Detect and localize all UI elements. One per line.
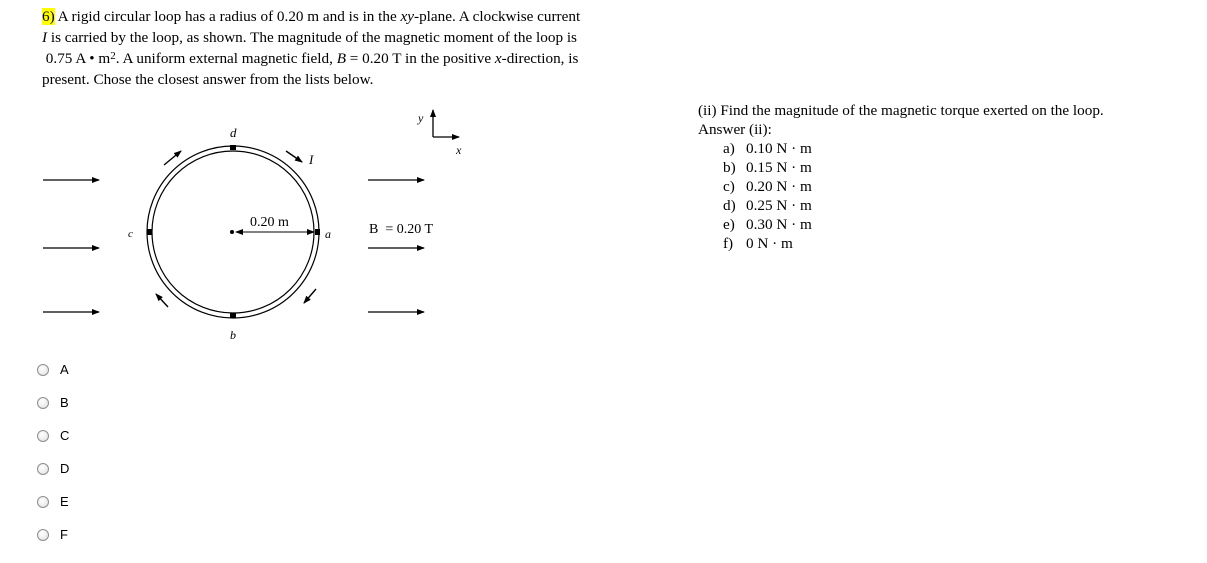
answer-option: e) 0.30 N · m <box>723 216 812 233</box>
question-line-4: present. Chose the closest answer from the lists below. <box>42 71 374 88</box>
current-arrow-icon <box>164 151 181 165</box>
answer-option: a) 0.10 N · m <box>723 140 812 157</box>
radio-button[interactable] <box>37 364 49 376</box>
radio-button[interactable] <box>37 529 49 541</box>
point-a-marker <box>315 229 320 235</box>
subquestion-title: (ii) Find the magnitude of the magnetic torque exerted on the loop. <box>698 102 1104 119</box>
label-c: c <box>128 228 133 240</box>
choice-c[interactable]: C <box>37 428 69 443</box>
current-arrow-icon <box>304 289 316 303</box>
radius-indicator <box>230 230 314 234</box>
choice-d[interactable]: D <box>37 461 69 476</box>
choice-b[interactable]: B <box>37 395 69 410</box>
label-b: b <box>230 328 236 342</box>
choice-a[interactable]: A <box>37 362 69 377</box>
question-line-2: I is carried by the loop, as shown. The magnitude of the magnetic moment of the loop is <box>42 29 577 46</box>
radio-button[interactable] <box>37 496 49 508</box>
answer-option: d) 0.25 N · m <box>723 197 812 214</box>
loop-diagram <box>0 100 480 345</box>
radio-button[interactable] <box>37 430 49 442</box>
field-lines <box>43 180 424 312</box>
answer-option: c) 0.20 N · m <box>723 178 812 195</box>
point-d-marker <box>230 145 236 150</box>
choice-f[interactable]: F <box>37 527 68 542</box>
label-radius: 0.20 m <box>250 215 289 230</box>
label-current: I <box>309 152 314 167</box>
axis-y-label: y <box>418 111 424 125</box>
answer-option: f) 0 N · m <box>723 235 793 252</box>
answer-label: Answer (ii): <box>698 121 772 138</box>
label-a: a <box>325 227 331 241</box>
current-arrow-icon <box>156 294 168 307</box>
question-number: 6) <box>42 8 55 25</box>
axis-x-label: x <box>456 143 462 157</box>
radio-button[interactable] <box>37 397 49 409</box>
choice-e[interactable]: E <box>37 494 69 509</box>
radio-button[interactable] <box>37 463 49 475</box>
current-arrows <box>156 151 316 307</box>
axes-icon <box>433 110 459 137</box>
question-line-3: 0.75 A • $m^2$. A uniform external magnetic field, B = 0.20 T in the positive x-direction, is <box>45 50 579 67</box>
subquestion <box>698 101 1178 253</box>
answer-option: b) 0.15 N · m <box>723 159 812 176</box>
point-b-marker <box>230 313 236 318</box>
label-d: d <box>230 125 237 140</box>
answer-options-list <box>698 139 1178 253</box>
current-arrow-icon <box>286 151 302 162</box>
label-field: B = 0.20 T <box>369 222 434 237</box>
point-c-marker <box>147 229 152 235</box>
question-text <box>42 6 652 90</box>
question-line-1: 6) A rigid circular loop has a radius of 0.20 m and is in the xy-plane. A clockwise current <box>42 8 581 25</box>
